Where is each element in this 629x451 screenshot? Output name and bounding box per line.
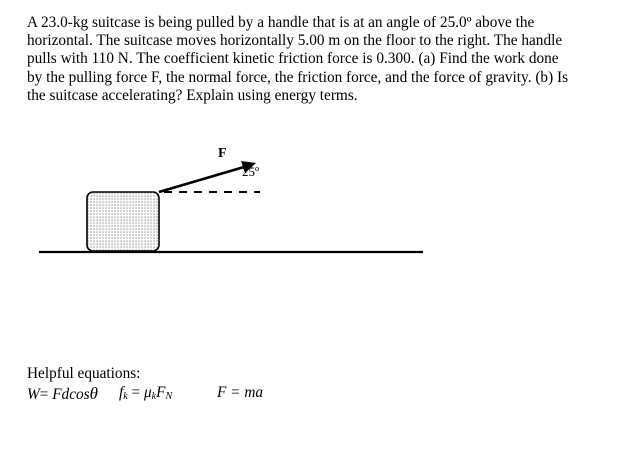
force-label: F	[218, 146, 227, 161]
problem-line-2: horizontal. The suitcase moves horizontally 5.00 m on the floor to the right. The handle	[27, 32, 563, 50]
problem-line-1: A 23.0-kg suitcase is being pulled by a handle that is at an angle of 25.0º above the	[27, 14, 535, 31]
problem-line-3: pulls with 110 N. The coefficient kinetic friction force is 0.300. (a) Find the work done	[27, 50, 559, 68]
friction-subscript: k	[123, 391, 128, 402]
normal-force-symbol: F	[156, 384, 166, 401]
equations-heading: Helpful equations:	[27, 365, 141, 382]
work-equation	[27, 384, 98, 404]
work-symbol: W	[27, 386, 40, 403]
mu-subscript: k	[151, 391, 157, 402]
friction-equation	[119, 384, 172, 402]
friction-equals: =	[127, 384, 144, 401]
mu-symbol: μ	[143, 384, 152, 401]
pull-force-arrow-shaft	[159, 167, 244, 192]
problem-line-5: the suitcase accelerating? Explain using energy terms.	[27, 86, 358, 104]
newton-equation: F = ma	[217, 384, 264, 401]
work-expression: Fdcos	[52, 386, 90, 403]
angle-label: 25º	[242, 164, 260, 179]
normal-subscript: N	[165, 391, 173, 402]
work-equals: =	[39, 386, 53, 403]
theta-symbol: θ	[89, 384, 98, 403]
problem-line-4: by the pulling force F, the normal force, the friction force, and the force of gravity. (b) Is	[27, 68, 569, 86]
friction-symbol: f	[119, 384, 124, 401]
suitcase-box	[87, 192, 159, 251]
